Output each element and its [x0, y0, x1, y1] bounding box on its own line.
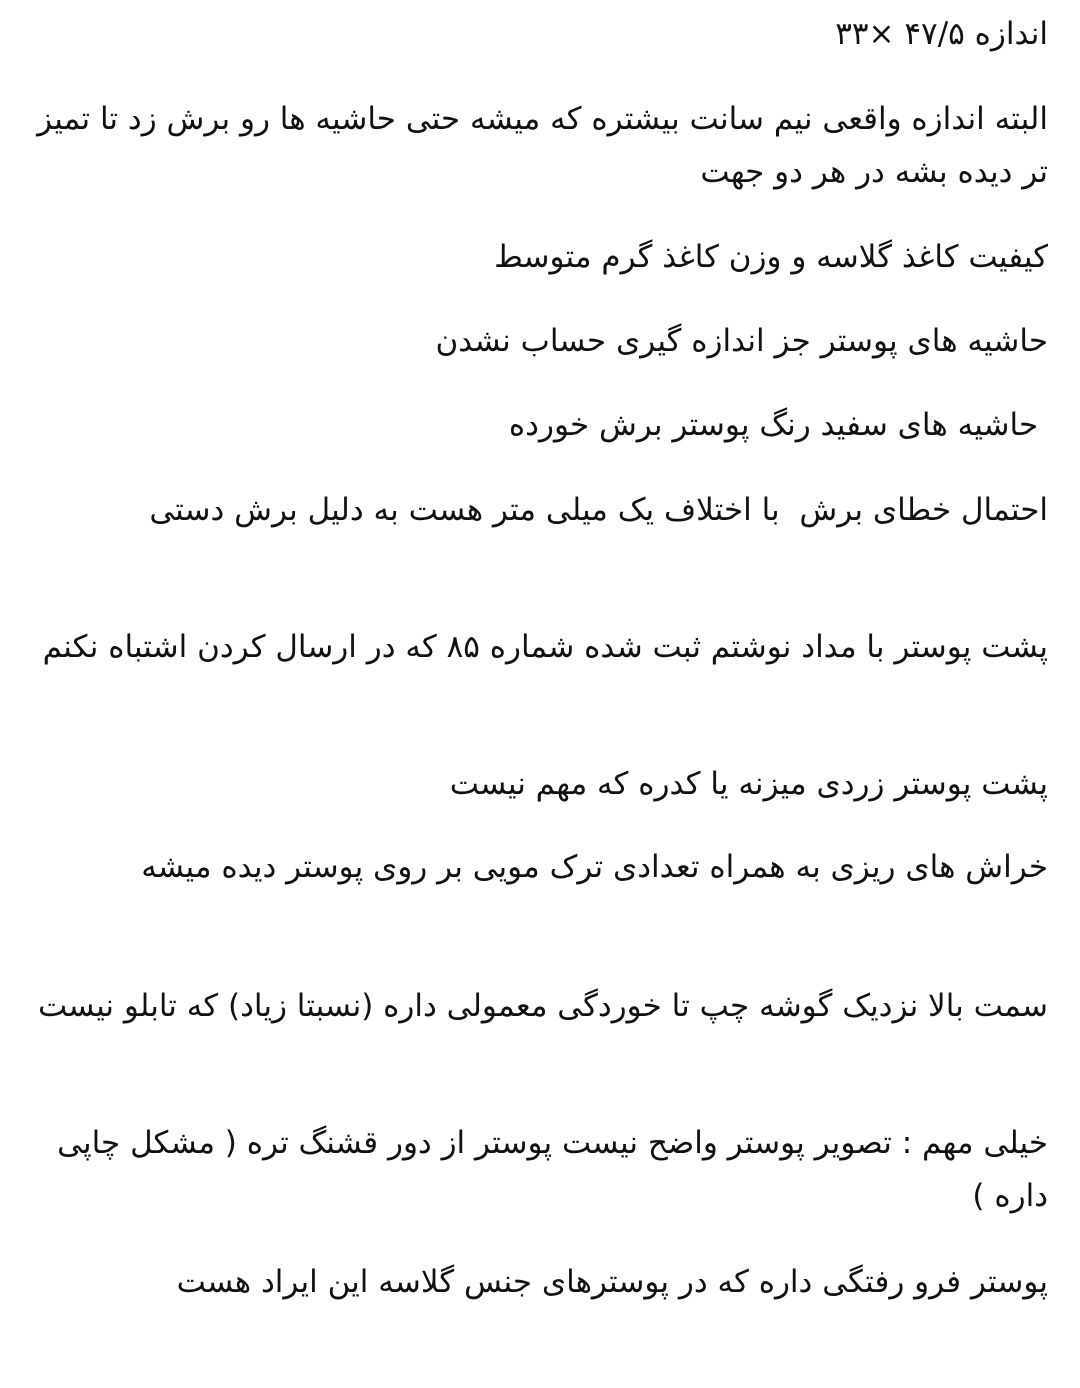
paragraph-white-margins: حاشیه های سفید رنگ پوستر برش خورده	[508, 407, 1048, 443]
paragraph-back-yellowing: پشت پوستر زردی میزنه یا کدره که مهم نیست	[449, 766, 1048, 802]
paragraph-dent: پوستر فرو رفتگی داره که در پوسترهای جنس گلاسه این ایراد هست	[176, 1264, 1048, 1300]
paragraph-top-fold: سمت بالا نزدیک گوشه چپ تا خوردگی معمولی داره (نسبتا زیاد) که تابلو نیست	[37, 988, 1048, 1024]
paragraph-margins: حاشیه های پوستر جز اندازه گیری حساب نشدن	[435, 323, 1048, 359]
paragraph-scratches: خراش های ریزی به همراه تعدادی ترک مویی بر روی پوستر دیده میشه	[141, 849, 1048, 885]
paragraph-back-number: پشت پوستر با مداد نوشتم ثبت شده شماره ۸۵ که در ارسال کردن اشتباه نکنم	[42, 629, 1048, 665]
paragraph-size: اندازه ۴۷/۵ ×۳۳	[835, 16, 1048, 52]
paragraph-cut-error: احتمال خطای برش با اختلاف یک میلی متر هست به دلیل برش دستی	[149, 492, 1048, 528]
paragraph-real-size-note: البته اندازه واقعی نیم سانت بیشتره که میشه حتی حاشیه ها رو برش زد تا تمیز تر دیده بشه در هر دو جهت	[27, 101, 1048, 190]
paragraph-paper-quality: کیفیت کاغذ گلاسه و وزن کاغذ گرم متوسط	[494, 239, 1048, 275]
paragraph-important-note: خیلی مهم : تصویر پوستر واضح نیست پوستر از دور قشنگ تره ( مشکل چاپی داره )	[47, 1125, 1048, 1214]
